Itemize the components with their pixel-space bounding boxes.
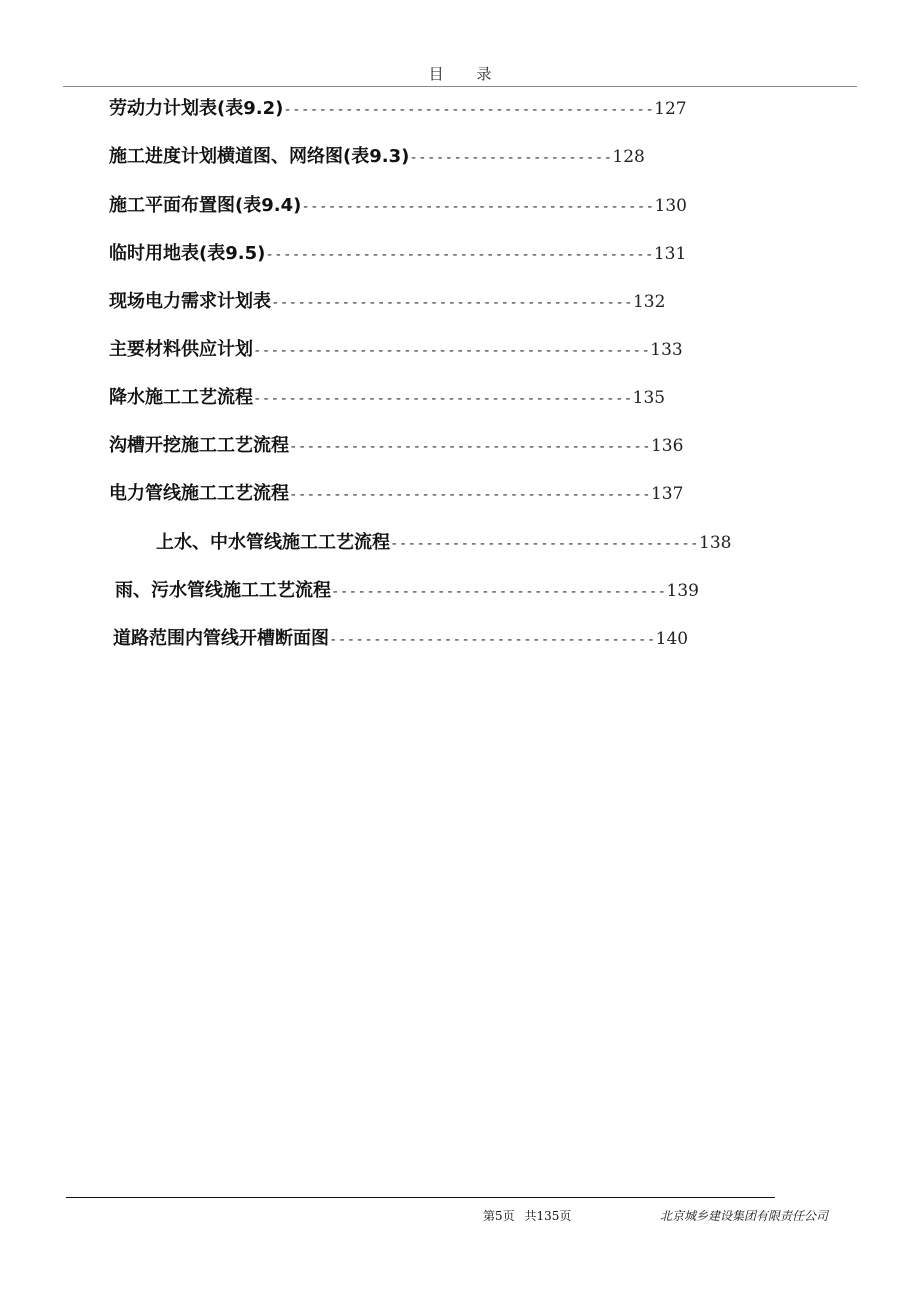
- toc-entry-title: 电力管线施工工艺流程: [109, 483, 289, 504]
- toc-entry-title: 施工进度计划横道图、网络图(表9.3): [109, 146, 410, 167]
- toc-leader-dots: ---------------------------------------------: [253, 343, 651, 359]
- toc-leader-dots: ------------------------------------------: [283, 102, 655, 118]
- toc-page-number: 127: [654, 99, 687, 119]
- toc-entry[interactable]: [109, 145, 645, 169]
- toc-entry-title: 道路范围内管线开槽断面图: [113, 628, 329, 649]
- toc-entry[interactable]: [109, 338, 683, 362]
- toc-entry[interactable]: [115, 579, 699, 603]
- toc-leader-dots: --------------------------------------: [331, 584, 667, 600]
- toc-leader-dots: ----------------------------------------: [301, 199, 655, 215]
- toc-leader-dots: --------------------------------------------: [265, 247, 654, 263]
- toc-entry-title: 劳动力计划表(表9.2): [109, 98, 284, 119]
- toc-page-number: 133: [650, 340, 683, 360]
- toc-leader-dots: -------------------------------------------: [253, 391, 633, 407]
- header-divider: [63, 86, 857, 87]
- toc-entry-title: 雨、污水管线施工工艺流程: [115, 580, 331, 601]
- toc-entry[interactable]: [109, 290, 665, 314]
- toc-page-number: 138: [699, 533, 732, 553]
- toc-leader-dots: -----------------------------------------: [289, 487, 651, 503]
- toc-page-number: 130: [654, 196, 687, 216]
- toc-page-number: 136: [650, 436, 684, 456]
- toc-entry-title: 现场电力需求计划表: [109, 291, 271, 312]
- toc-entry[interactable]: [156, 531, 731, 555]
- toc-entry-title: 临时用地表(表9.5): [109, 243, 266, 264]
- page-header-title: 目 录: [428, 65, 506, 83]
- toc-entry[interactable]: [109, 242, 686, 266]
- toc-entry[interactable]: [113, 627, 688, 651]
- toc-leader-dots: -----------------------------------: [390, 536, 700, 552]
- toc-entry-title: 降水施工工艺流程: [109, 387, 253, 408]
- toc-entry-title: 施工平面布置图(表9.4): [109, 195, 302, 216]
- toc-page-number: 135: [632, 388, 666, 408]
- toc-entry[interactable]: [109, 386, 665, 410]
- toc-page-number: 132: [632, 292, 666, 312]
- footer-company-name: 北京城乡建设集团有限责任公司: [660, 1209, 829, 1223]
- toc-entry[interactable]: [109, 97, 687, 121]
- toc-entry[interactable]: [109, 194, 687, 218]
- toc-leader-dots: -------------------------------------: [329, 632, 656, 648]
- toc-entry[interactable]: [109, 434, 683, 458]
- toc-page-number: 128: [612, 147, 645, 167]
- toc-page-number: 140: [655, 629, 689, 649]
- toc-leader-dots: -----------------------: [409, 150, 613, 166]
- toc-entry-title: 上水、中水管线施工工艺流程: [156, 532, 390, 553]
- toc-entry-title: 沟槽开挖施工工艺流程: [109, 435, 289, 456]
- toc-page-number: 139: [666, 581, 699, 601]
- toc-entry-title: 主要材料供应计划: [109, 339, 253, 360]
- footer-divider: [66, 1197, 775, 1198]
- footer-page-info: 第5页 共135页: [483, 1209, 572, 1223]
- toc-page-number: 137: [650, 484, 684, 504]
- toc-leader-dots: -----------------------------------------: [289, 439, 651, 455]
- toc-entry[interactable]: [109, 482, 683, 506]
- toc-page-number: 131: [653, 244, 687, 264]
- toc-leader-dots: -----------------------------------------: [271, 295, 633, 311]
